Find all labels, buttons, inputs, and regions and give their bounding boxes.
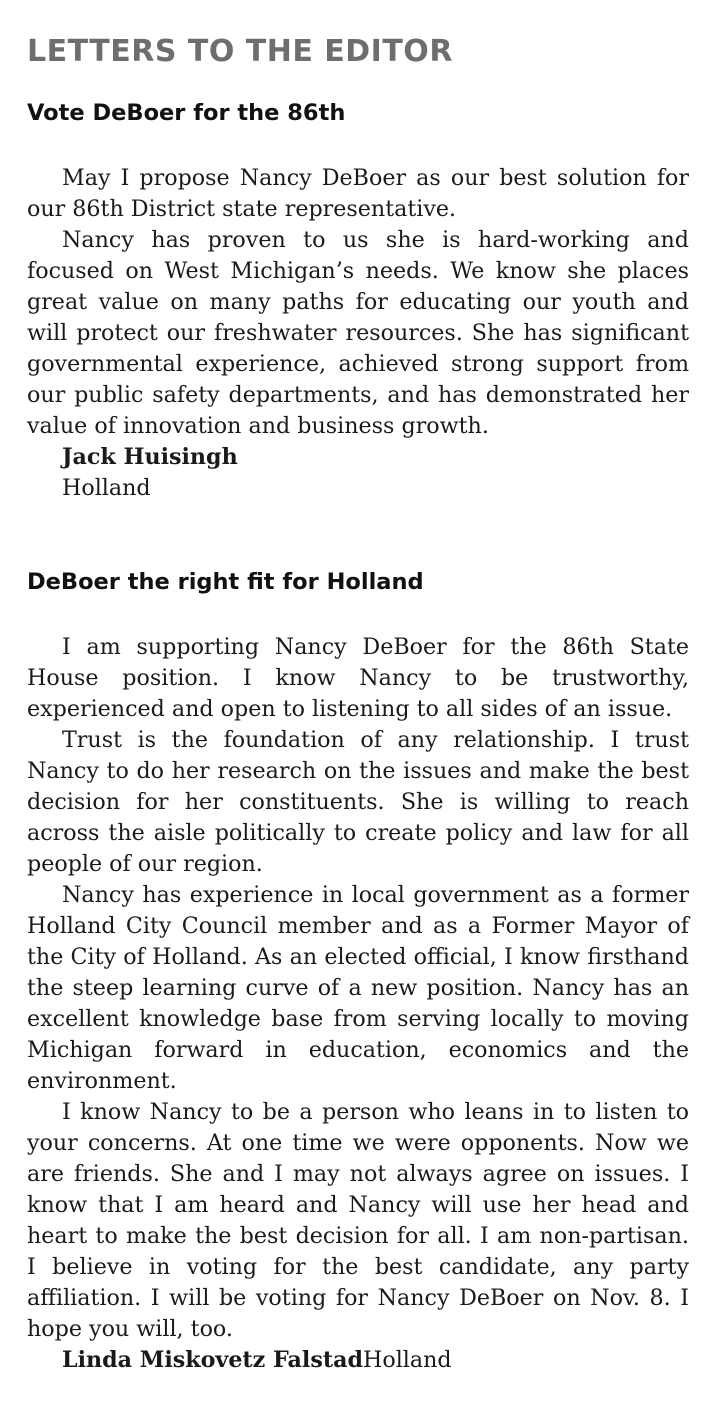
letter-1-title: Vote DeBoer for the 86th [27, 100, 346, 126]
section-title: LETTERS TO THE EDITOR [27, 34, 453, 69]
letter-1-paragraph-1: May I propose Nancy DeBoer as our best solution for our 86th District state representative. [27, 165, 689, 222]
letter-2-paragraph-3: Nancy has experience in local government as a former Holland City Council member and as a Former Mayor of the City of Holland. As an elected official, I know firsthand the steep learning curve of a new position. Nancy has an excellent knowledge base from serving locally to moving Michigan forward in education, economics and the environment. [27, 882, 689, 1094]
letter-2-body [27, 632, 689, 1376]
letter-1-signature: Jack Huisingh [62, 444, 238, 470]
letter-2-paragraph-4: I know Nancy to be a person who leans in to listen to your concerns. At one time we were opponents. Now we are friends. She and I may not always agree on issues. I know that I am heard and Nancy will use her head and heart to make the best decision for all. I am non-partisan. I believe in voting for the best candidate, any party affiliation. I will be voting for Nancy DeBoer on Nov. 8. I hope you will, too. [27, 1099, 689, 1342]
letter-2-location: Holland [362, 1347, 452, 1373]
letter-2-paragraph-2: Trust is the foundation of any relationship. I trust Nancy to do her research on the issues and make the best decision for her constituents. She is willing to reach across the aisle politically to create policy and law for all people of our region. [27, 727, 689, 877]
letter-2-signature-line [27, 1345, 689, 1376]
letter-2-paragraph-1: I am supporting Nancy DeBoer for the 86th State House position. I know Nancy to be trustworthy, experienced and open to listening to all sides of an issue. [27, 634, 689, 722]
letter-1-paragraph-2: Nancy has proven to us she is hard-working and focused on West Michigan’s needs. We know she places great value on many paths for educating our youth and will protect our freshwater resources. She has significant governmental experience, achieved strong support from our public safety departments, and has demonstrated her value of innovation and business growth. [27, 227, 689, 439]
letter-1-body [27, 163, 689, 504]
letter-2-signature: Linda Miskovetz Falstad [62, 1347, 363, 1373]
letter-1-location: Holland [62, 475, 151, 501]
letter-2-title: DeBoer the right fit for Holland [27, 569, 424, 595]
